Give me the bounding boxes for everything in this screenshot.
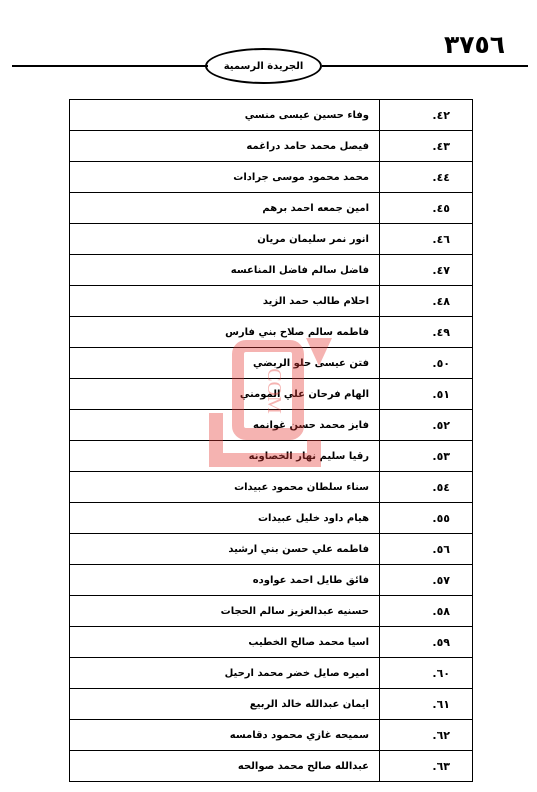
entry-number: ٦٣. [380, 751, 473, 782]
person-name: سناء سلطان محمود عبيدات [70, 472, 380, 503]
person-name: فاطمه سالم صلاح بني فارس [70, 317, 380, 348]
table-row [70, 286, 473, 317]
table-row [70, 751, 473, 782]
entry-number: ٤٩. [380, 317, 473, 348]
entry-number: ٥٠. [380, 348, 473, 379]
entry-number: ٥٦. [380, 534, 473, 565]
entry-number: ٥٧. [380, 565, 473, 596]
table-row [70, 720, 473, 751]
table-row [70, 596, 473, 627]
person-name: حسنيه عبدالعزيز سالم الحجات [70, 596, 380, 627]
person-name: فيصل محمد حامد دراغمه [70, 131, 380, 162]
entry-number: ٥٢. [380, 410, 473, 441]
person-name: ايمان عبدالله خالد الربيع [70, 689, 380, 720]
person-name: هيام داود خليل عبيدات [70, 503, 380, 534]
entry-number: ٤٧. [380, 255, 473, 286]
entry-number: ٥١. [380, 379, 473, 410]
table-row [70, 472, 473, 503]
table-row [70, 689, 473, 720]
table-row [70, 255, 473, 286]
entry-number: ٥٨. [380, 596, 473, 627]
person-name: وفاء حسين عيسى منسي [70, 100, 380, 131]
page-number: ٣٧٥٦ [444, 30, 506, 59]
gazette-masthead: الجريدة الرسمية [205, 48, 322, 84]
person-name: فايز محمد حسن غوانمه [70, 410, 380, 441]
header-rule-left [12, 65, 208, 67]
table-row [70, 565, 473, 596]
table-row [70, 534, 473, 565]
person-name: انور نمر سليمان مريان [70, 224, 380, 255]
person-name: اسيا محمد صالح الخطيب [70, 627, 380, 658]
table-row [70, 193, 473, 224]
person-name: فاضل سالم فاضل المناعسه [70, 255, 380, 286]
table-row [70, 224, 473, 255]
entry-number: ٤٣. [380, 131, 473, 162]
entry-number: ٥٤. [380, 472, 473, 503]
entry-number: ٤٨. [380, 286, 473, 317]
table-row [70, 503, 473, 534]
entry-number: ٤٢. [380, 100, 473, 131]
person-name: فائق طايل احمد عواوده [70, 565, 380, 596]
entry-number: ٦١. [380, 689, 473, 720]
person-name: الهام فرحان علي المومني [70, 379, 380, 410]
table-row [70, 627, 473, 658]
entry-number: ٥٥. [380, 503, 473, 534]
person-name: اميره صايل خضر محمد ارحيل [70, 658, 380, 689]
entry-number: ٥٩. [380, 627, 473, 658]
person-name: سميحه غازي محمود دقامسه [70, 720, 380, 751]
watermark-logo [196, 318, 346, 468]
person-name: محمد محمود موسى جرادات [70, 162, 380, 193]
person-name: عبدالله صالح محمد صوالحه [70, 751, 380, 782]
watermark-nib [306, 338, 332, 366]
header-rule-right [322, 65, 528, 67]
table-row [70, 658, 473, 689]
person-name: امين جمعه احمد برهم [70, 193, 380, 224]
entry-number: ٤٦. [380, 224, 473, 255]
watermark-text: COM [263, 368, 285, 414]
person-name: فاطمه علي حسن بني ارشيد [70, 534, 380, 565]
entry-number: ٤٤. [380, 162, 473, 193]
entry-number: ٦٠. [380, 658, 473, 689]
table-row [70, 162, 473, 193]
person-name: رقيا سليم نهار الخصاونه [70, 441, 380, 472]
entry-number: ٤٥. [380, 193, 473, 224]
entry-number: ٥٣. [380, 441, 473, 472]
entry-number: ٦٢. [380, 720, 473, 751]
person-name: احلام طالب حمد الزيد [70, 286, 380, 317]
table-row [70, 131, 473, 162]
person-name: فتن عيسى حلو الربضي [70, 348, 380, 379]
table-row [70, 100, 473, 131]
